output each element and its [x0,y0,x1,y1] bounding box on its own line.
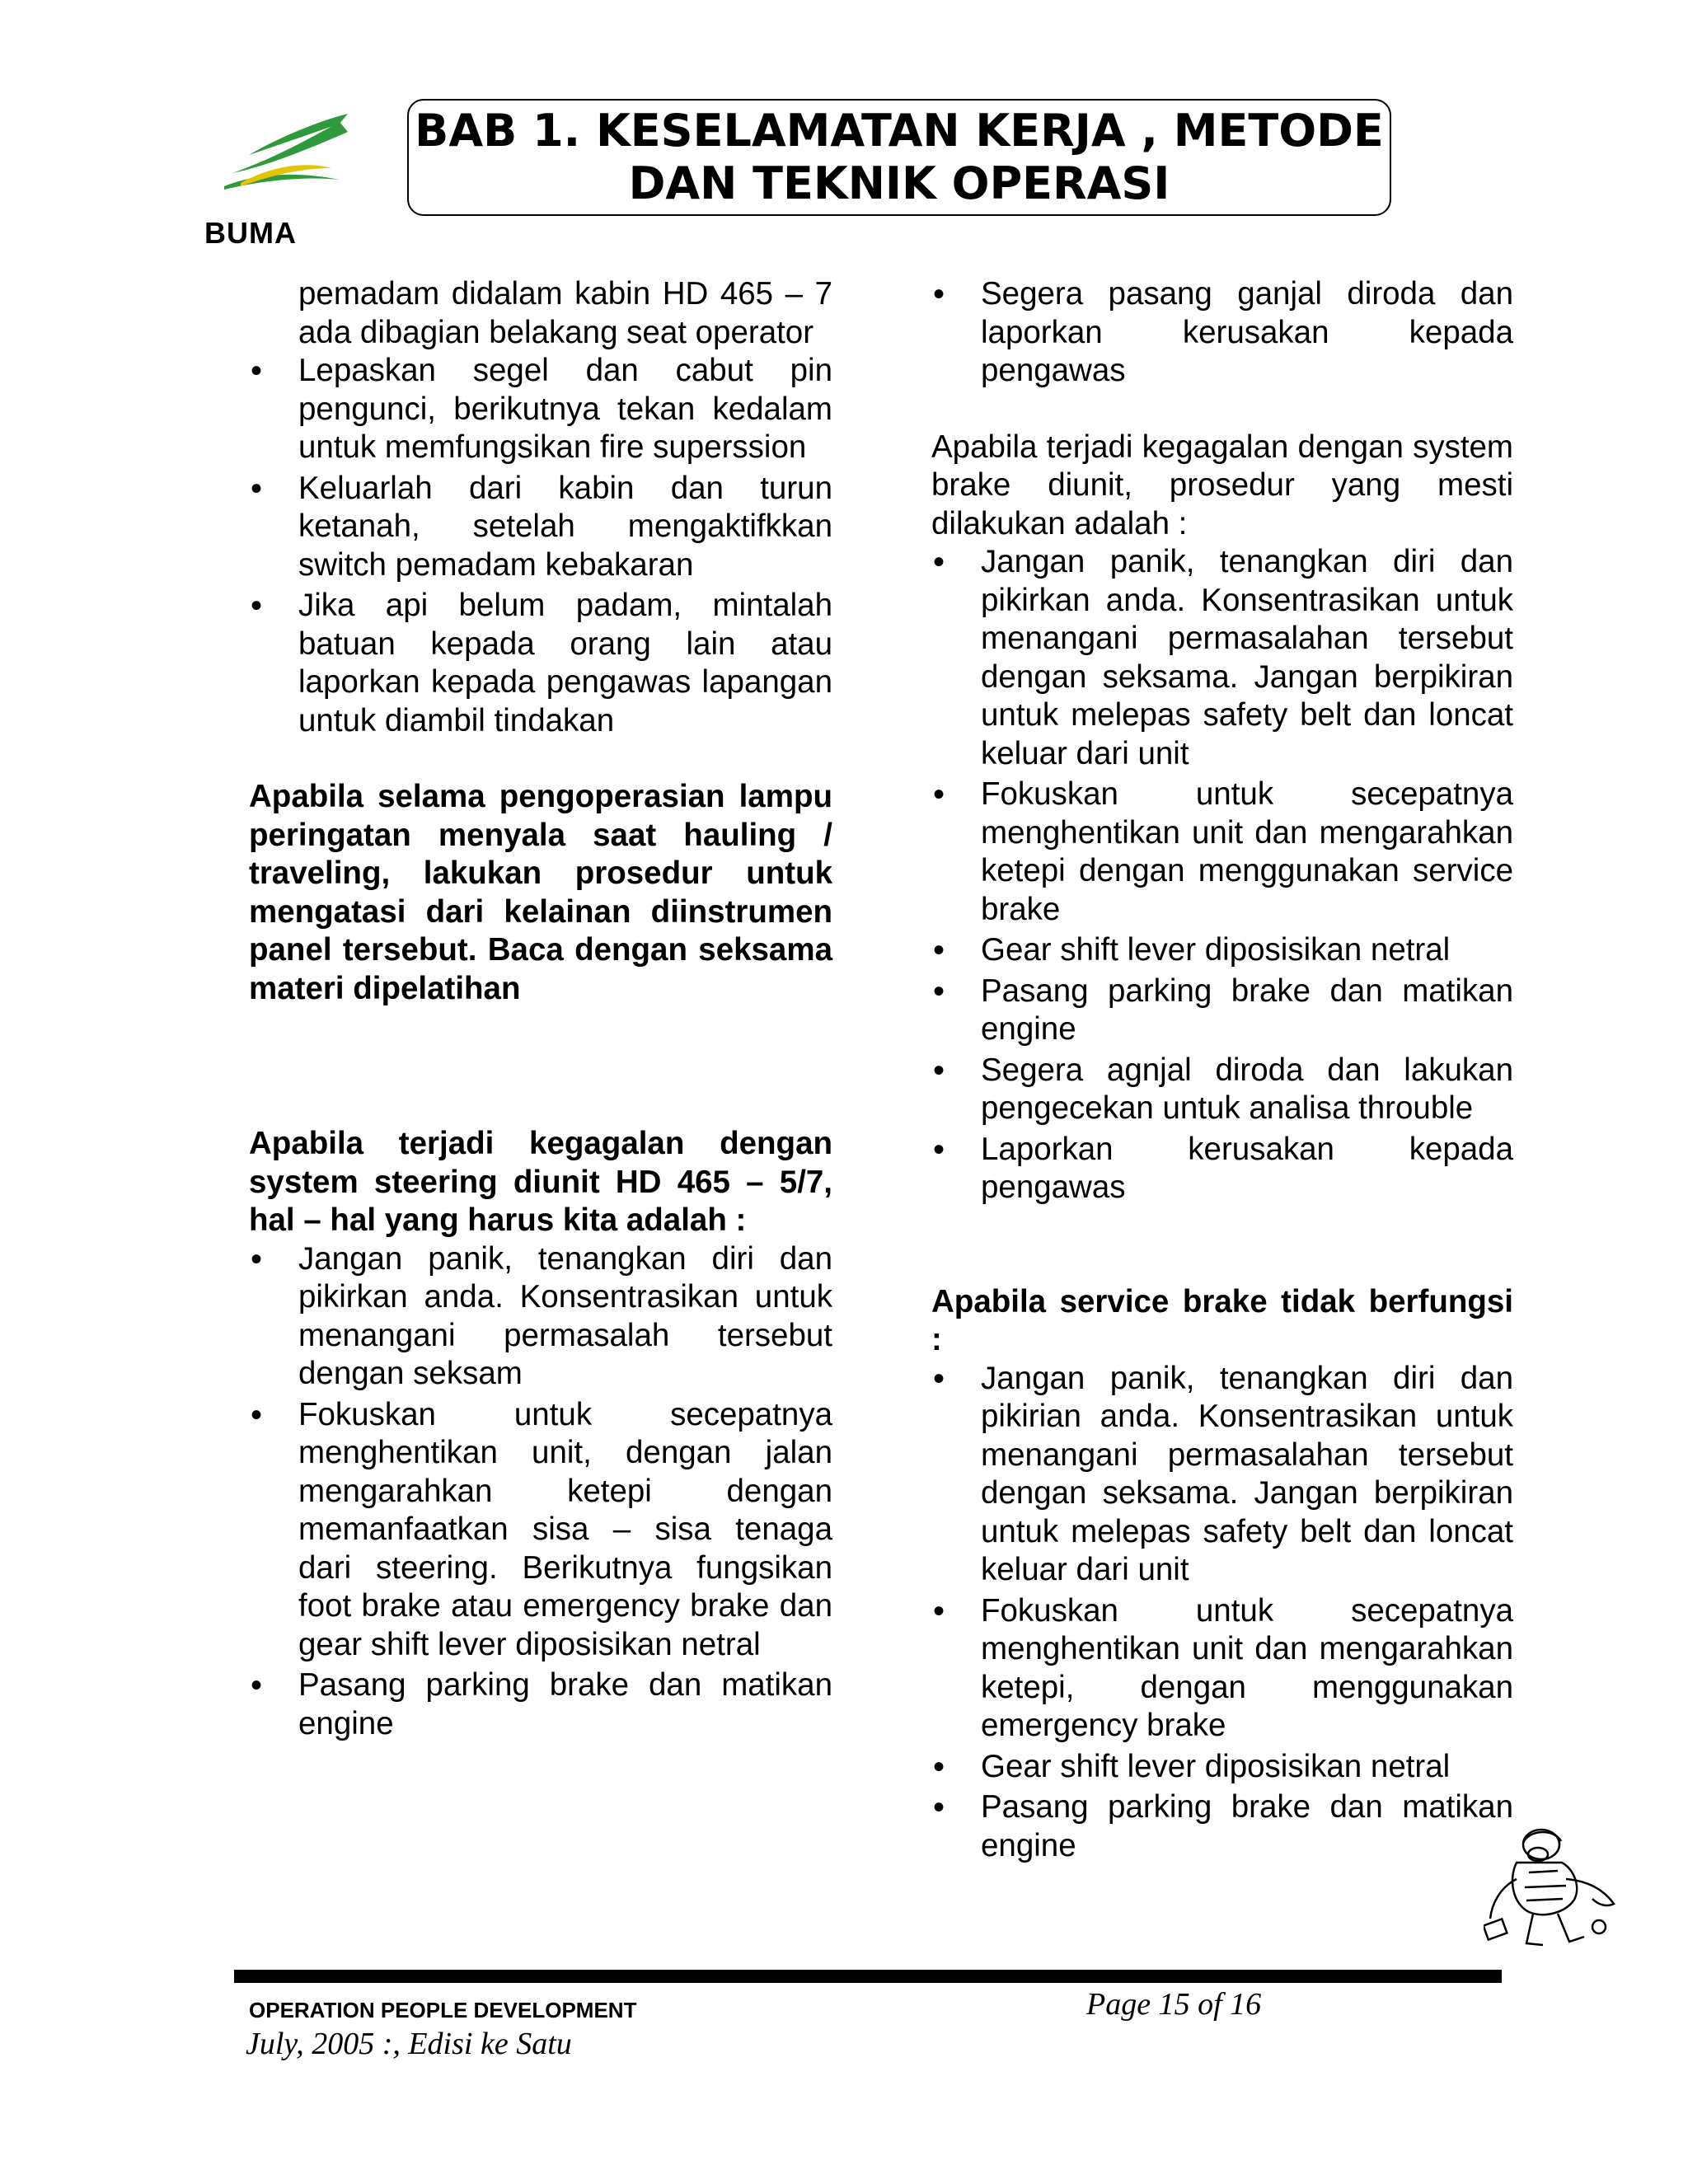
left-column [249,275,832,1746]
chapter-title-box [407,99,1391,216]
list-item: • Pasang parking brake dan matikan engine [931,972,1513,1049]
steering-procedure-list-cont [931,275,1513,391]
service-brake-list [931,1360,1513,1866]
steering-procedure-list [249,1240,832,1744]
list-item: • Gear shift lever diposisikan netral [931,931,1513,970]
continued-text: pemadam didalam kabin HD 465 – 7 ada dibagian belakang seat operator [298,276,832,350]
worker-mascot-icon [1484,1821,1628,1953]
list-item: • Jika api belum padam, mintalah batuan kepada orang lain atau laporkan kepada pengawas lapangan untuk diambil tindakan [249,587,832,740]
page-number: Page 15 of 16 [1086,1987,1262,2022]
chapter-title-line2: DAN TEKNIK OPERASI [628,157,1170,209]
footer-organization: OPERATION PEOPLE DEVELOPMENT [249,1998,637,2022]
list-item: • Jangan panik, tenangkan diri dan pikirkan anda. Konsentrasikan untuk menangani permasalah tersebut dengan seksam [249,1240,832,1394]
list-item: • Segera pasang ganjal diroda dan laporkan kerusakan kepada pengawas [931,275,1513,391]
list-item: • Laporkan kerusakan kepada pengawas [931,1131,1513,1207]
fire-procedure-list [249,352,832,740]
brand-name: BUMA [204,216,297,250]
list-item: • Pasang parking brake dan matikan engine [931,1788,1513,1865]
list-item: • Jangan panik, tenangkan diri dan pikirkan anda. Konsentrasikan untuk menangani permasalahan tersebut dengan seksama. Jangan berpikiran untuk melepas safety belt dan loncat keluar dari unit [931,543,1513,773]
steering-failure-heading: Apabila terjadi kegagalan dengan system steering diunit HD 465 – 5/7, hal – hal yang harus kita adalah : [249,1126,832,1238]
footer-rule [234,1970,1502,1983]
list-item: • Lepaskan segel dan cabut pin pengunci, berikutnya tekan kedalam untuk memfungsikan fire superssion [249,352,832,467]
brake-failure-paragraph: Apabila terjadi kegagalan dengan system brake diunit, prosedur yang mesti dilakukan adalah : [931,429,1513,541]
list-item: • Pasang parking brake dan matikan engine [249,1666,832,1743]
list-item: • Fokuskan untuk secepatnya menghentikan unit dan mengarahkan ketepi, dengan menggunakan emergency brake [931,1592,1513,1746]
edition-date: July, 2005 :, Edisi ke Satu [246,2027,572,2061]
warning-lamp-paragraph: Apabila selama pengoperasian lampu peringatan menyala saat hauling / traveling, lakukan prosedur untuk mengatasi dari kelainan diinstrumen panel tersebut. Baca dengan seksama materi dipelatihan [249,779,832,1006]
list-item: • Fokuskan untuk secepatnya menghentikan unit, dengan jalan mengarahkan ketepi dengan memanfaatkan sisa – sisa tenaga dari steering. Berikutnya fungsikan foot brake atau emergency brake dan gear shift lever diposisikan netral [249,1396,832,1665]
list-item: • Gear shift lever diposisikan netral [931,1748,1513,1787]
list-item: • Keluarlah dari kabin dan turun ketanah, setelah mengaktifkkan switch pemadam kebakaran [249,470,832,585]
buma-logo-icon [216,107,364,194]
service-brake-heading: Apabila service brake tidak berfungsi : [931,1283,1513,1357]
list-item: • Segera agnjal diroda dan lakukan pengecekan untuk analisa throuble [931,1052,1513,1128]
right-column [931,275,1513,1868]
brake-procedure-list [931,543,1513,1207]
chapter-title-line1: BAB 1. KESELAMATAN KERJA , METODE [415,105,1384,157]
list-item: • Fokuskan untuk secepatnya menghentikan unit dan mengarahkan ketepi dengan menggunakan service brake [931,776,1513,929]
list-item: • Jangan panik, tenangkan diri dan pikirian anda. Konsentrasikan untuk menangani permasalahan tersebut dengan seksama. Jangan berpikiran untuk melepas safety belt dan loncat keluar dari unit [931,1360,1513,1590]
